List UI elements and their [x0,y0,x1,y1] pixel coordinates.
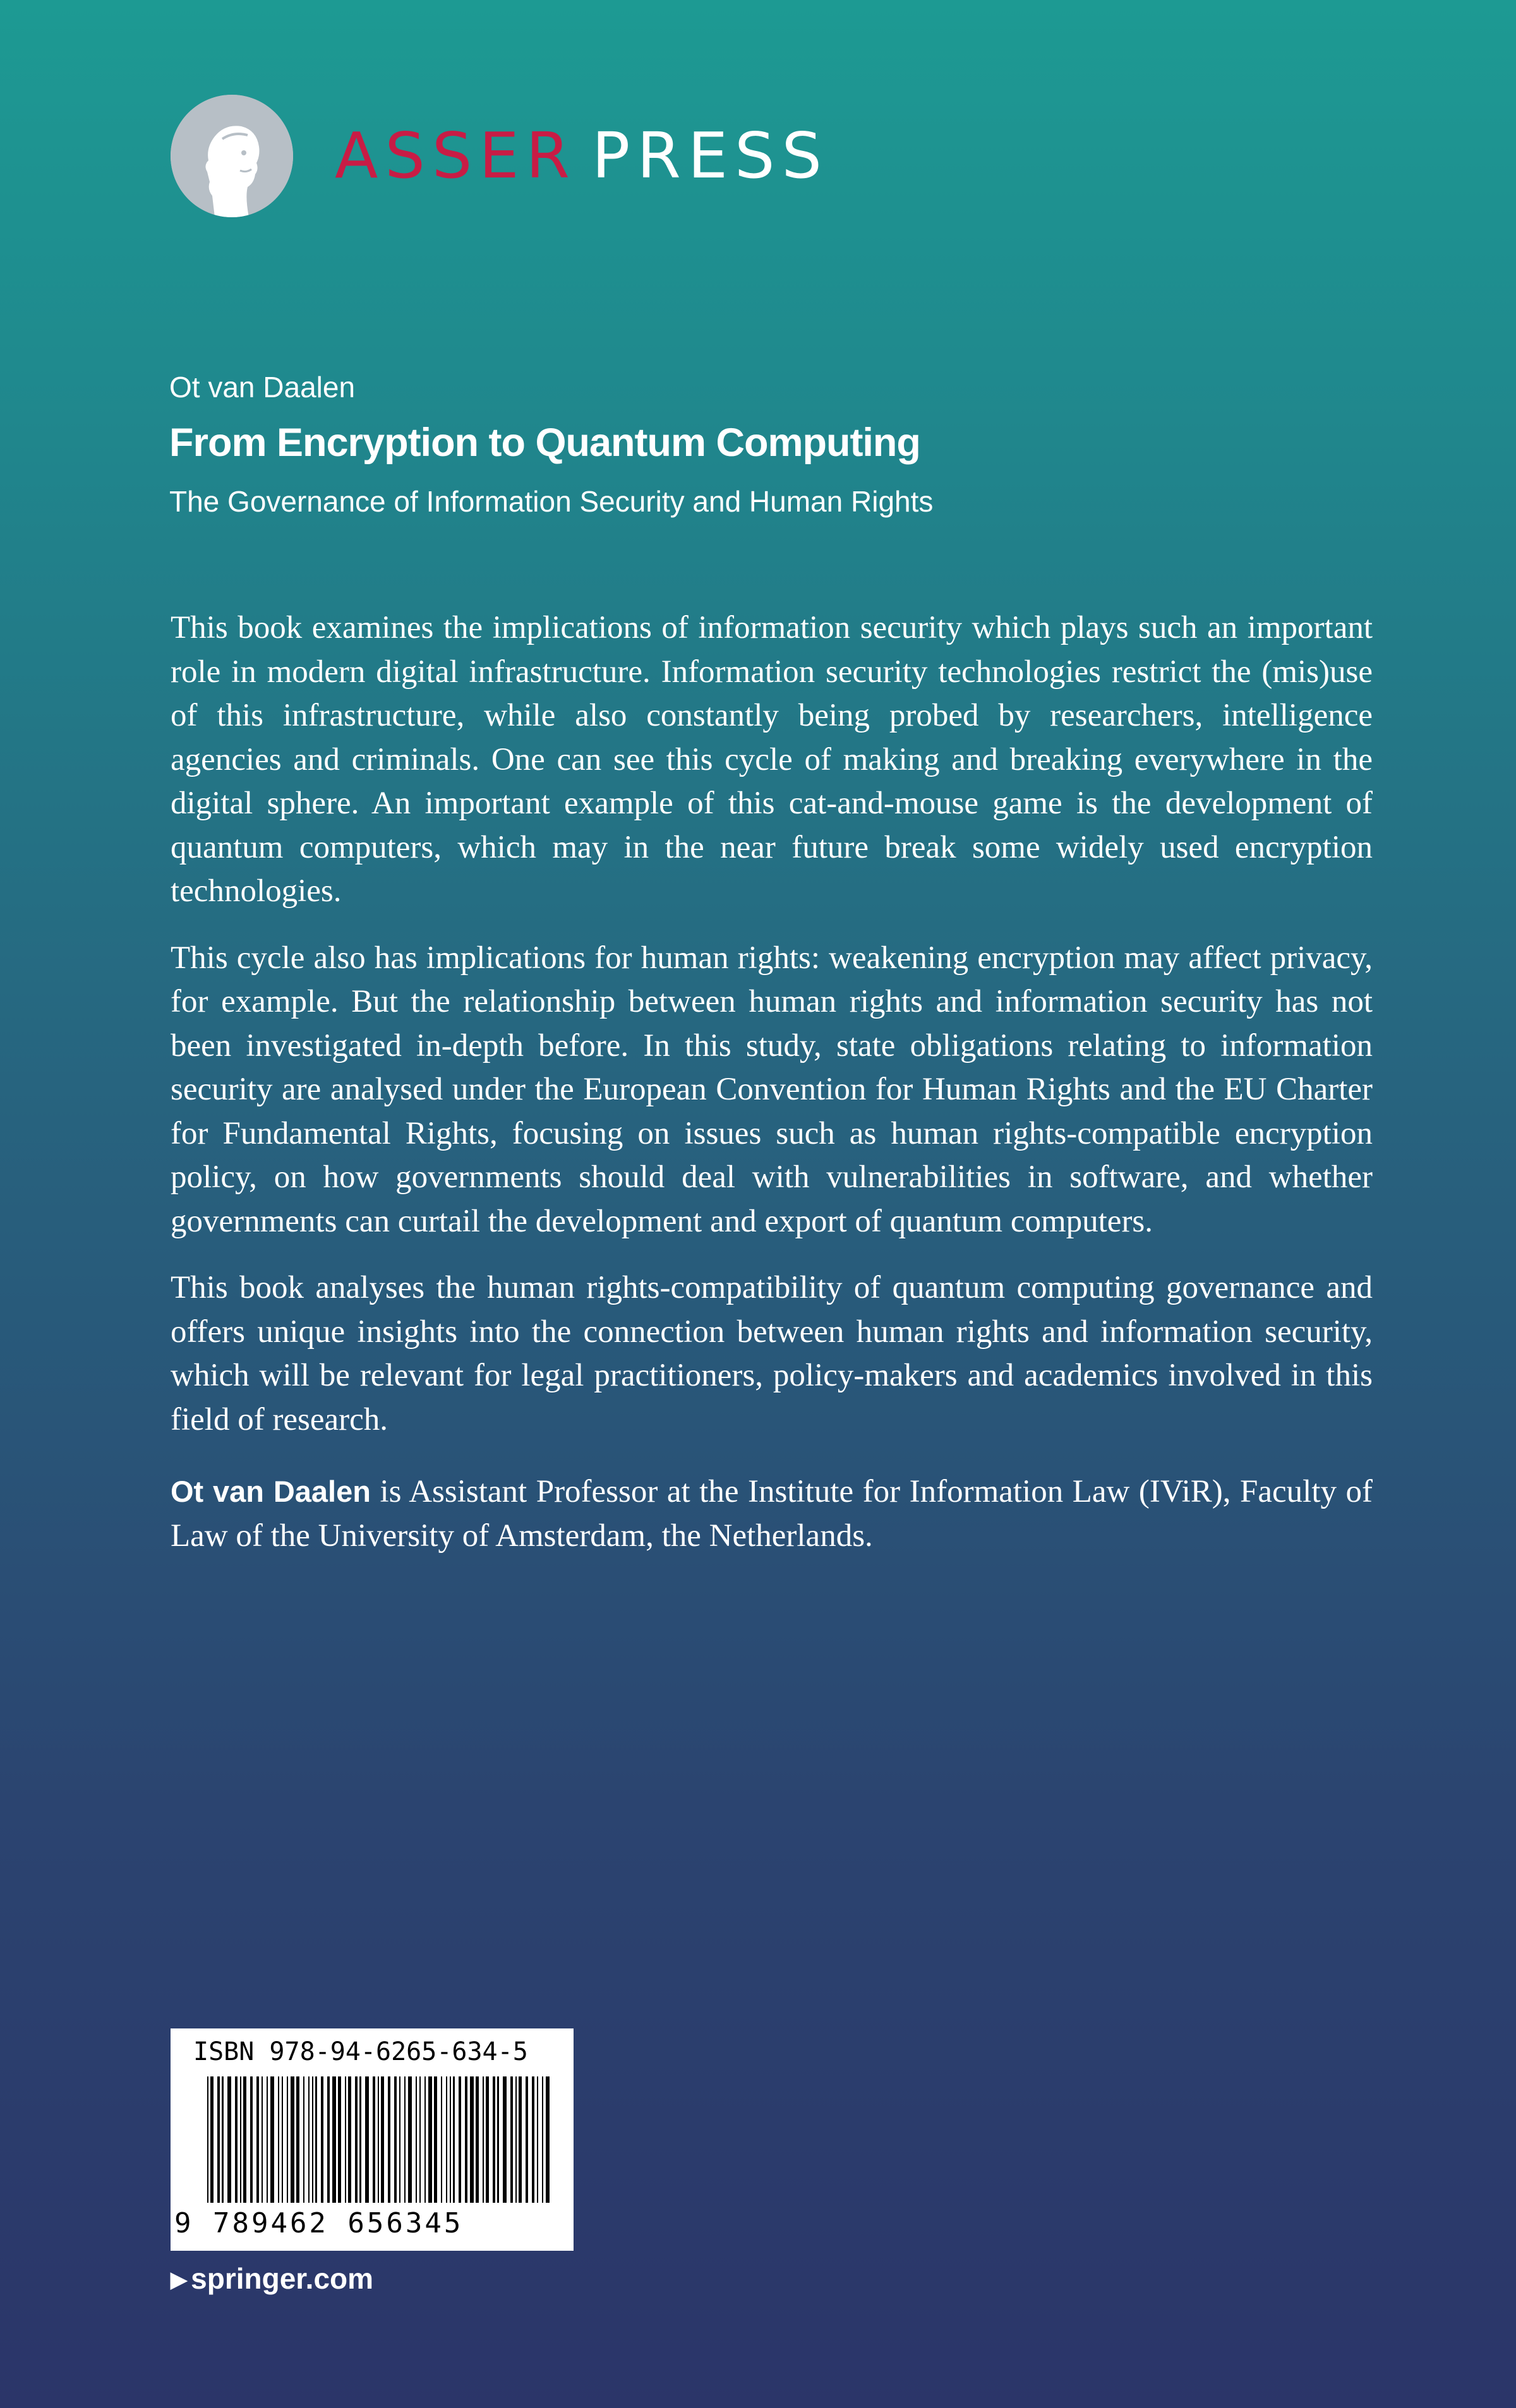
springer-url: springer.com [191,2262,374,2295]
barcode-bar [546,2076,550,2203]
barcode-bar [243,2076,246,2203]
barcode-bar [465,2076,467,2203]
barcode-bar [453,2076,455,2203]
barcode-bar [270,2076,274,2203]
barcode-bar [338,2076,341,2203]
barcode-bar [312,2076,313,2203]
barcode-bar [235,2076,238,2203]
barcode-bar [348,2076,351,2203]
barcode-bar [256,2076,259,2203]
barcode-bar [446,2076,447,2203]
barcode-bar [476,2076,479,2203]
barcode-digits: 9 789462 656345 [174,2207,464,2239]
barcode-bar [483,2076,484,2203]
asser-portrait-logo-icon [171,95,293,217]
barcode-bar [408,2076,412,2203]
triangle-right-icon: ▶ [171,2268,188,2292]
barcode-bar [262,2076,263,2203]
publisher-wordmark [335,121,829,191]
barcode-bar [503,2076,507,2203]
barcode-bar [217,2076,220,2203]
barcode-bar [510,2076,513,2203]
barcode-bar [470,2076,474,2203]
barcode-bar [493,2076,495,2203]
barcode-bar [381,2076,384,2203]
isbn-barcode [171,2028,574,2251]
book-title: From Encryption to Quantum Computing [169,421,920,465]
barcode-bar [404,2076,406,2203]
barcode-bar [497,2076,499,2203]
barcode-bar [388,2076,390,2203]
barcode-bar [526,2076,528,2203]
barcode-bar [486,2076,489,2203]
springer-link[interactable] [171,2260,373,2299]
barcode-bar [282,2076,283,2203]
barcode-bar [542,2076,543,2203]
barcode-bar [441,2076,442,2203]
barcode-bar [515,2076,517,2203]
blurb-paragraph-2: This cycle also has implications for human rights: weakening encryption may affect privacy, for example. But the relationship between human rights and information security has not been investigated in-depth before. In this study, state obligations relating to information security are analysed under the European Convention for Human Rights and the EU Charter for Fundamental Rights, focusing on issues such as human rights-compatible encryption policy, on how governments should deal with vulnerabilities in software, and whether governments can curtail the development and export of quantum computers. [171,940,1373,1239]
barcode-bar [532,2076,534,2203]
barcode-bar [321,2076,323,2203]
barcode-bar [240,2076,241,2203]
barcode-bar [378,2076,379,2203]
barcode-bar [428,2076,432,2203]
barcode-bar [210,2076,214,2203]
author-bio-name: Ot van Daalen [171,1475,371,1508]
barcode-bar [332,2076,336,2203]
barcode-bars [207,2076,553,2203]
barcode-bar [519,2076,522,2203]
blurb-paragraph-1: This book examines the implications of information security which plays such an important role in modern digital infrastructure. Information security technologies restrict the (mis)use of this infrastructure, while also constantly being probed by researchers, intelligence agencies and criminals. One can see this cycle of making and breaking everywhere in the digital sphere. An important example of this cat-and-mouse game is the development of quantum computers, which may in the near future break some widely used encryption technologies. [171,610,1373,909]
barcode-bar [303,2076,304,2203]
barcode-bar [227,2076,231,2203]
barcode-bar [222,2076,224,2203]
barcode-bar [327,2076,330,2203]
barcode-bar [267,2076,268,2203]
barcode-bar [345,2076,346,2203]
barcode-bar [416,2076,417,2203]
barcode-bar [315,2076,317,2203]
author-bio [171,1470,1373,1558]
barcode-bar [308,2076,310,2203]
barcode-bar [373,2076,375,2203]
barcode-bar [278,2076,279,2203]
barcode-bar [537,2076,538,2203]
barcode-bar [296,2076,299,2203]
barcode-bar [365,2076,369,2203]
publisher-name-asser: ASSER [335,119,577,193]
blurb-paragraph-3: This book analyses the human rights-compatibility of quantum computing governance and offers unique insights into the connection between human rights and information security, which will be relevant for legal practitioners, policy-makers and academics involved in this field of research. [171,1270,1373,1437]
blurb [171,606,1373,1581]
publisher-name-press: PRESS [592,119,829,193]
barcode-bar [419,2076,421,2203]
barcode-bar [250,2076,253,2203]
book-subtitle: The Governance of Information Security and Human Rights [169,485,934,518]
barcode-bar [459,2076,461,2203]
barcode-bar [434,2076,437,2203]
barcode-bar [355,2076,358,2203]
barcode-bar [450,2076,451,2203]
isbn-label: ISBN 978-94-6265-634-5 [193,2037,528,2066]
barcode-bar [399,2076,400,2203]
barcode-bar [287,2076,288,2203]
barcode-bar [424,2076,426,2203]
book-author: Ot van Daalen [169,371,356,404]
author-bio-text: is Assistant Professor at the Institute for Information Law (IViR), Faculty of Law of the University of Amsterdam, the Netherlands. [171,1474,1373,1554]
barcode-bar [359,2076,361,2203]
barcode-bar [394,2076,397,2203]
barcode-bar [207,2076,208,2203]
barcode-bar [291,2076,294,2203]
